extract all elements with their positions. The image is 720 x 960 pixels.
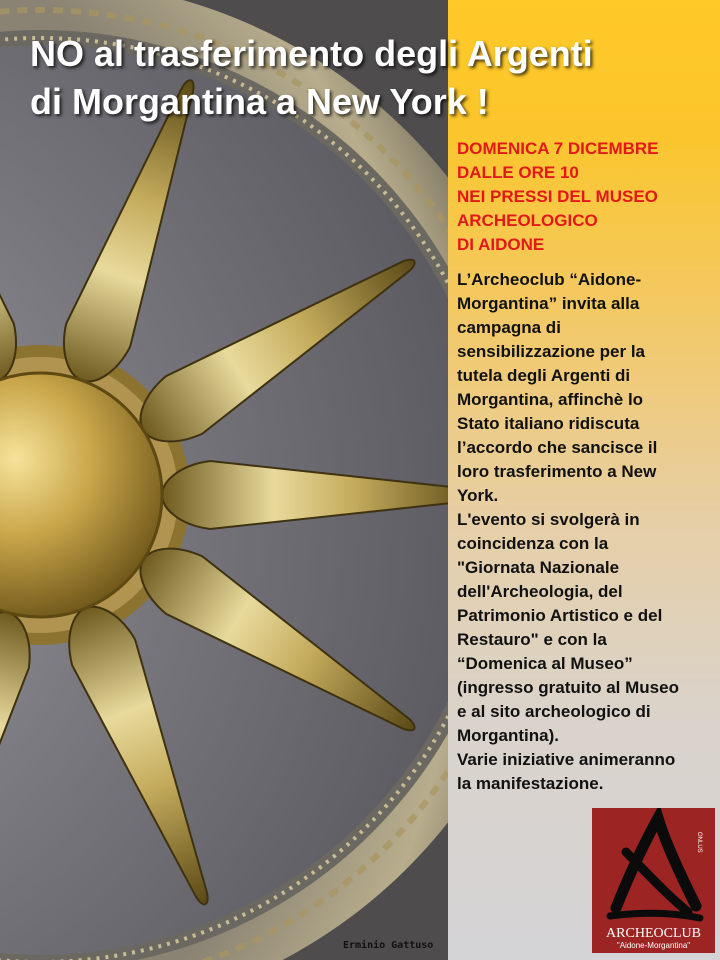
body-line: coincidenza con la — [457, 534, 609, 553]
title-line-1: NO al trasferimento degli Argenti — [30, 33, 593, 74]
body-line: Morgantina” invita alla — [457, 294, 640, 313]
event-line: ARCHEOLOGICO — [457, 211, 598, 230]
body-line: York. — [457, 486, 499, 505]
logo-onlus: ONLUS — [696, 832, 702, 853]
body-line: Varie iniziative animeranno — [457, 750, 676, 769]
body-line: tutela degli Argenti di — [457, 366, 631, 385]
event-details — [457, 137, 717, 257]
body-text — [457, 268, 719, 796]
body-line: l’accordo che sancisce il — [457, 438, 658, 457]
logo-name: ARCHEOCLUB — [606, 926, 701, 941]
body-line: L’Archeoclub “Aidone- — [457, 270, 642, 289]
body-line: loro trasferimento a New — [457, 462, 657, 481]
body-line: “Domenica al Museo” — [457, 654, 633, 673]
title-line-2: di Morgantina a New York ! — [30, 81, 489, 122]
body-line: campagna di — [457, 318, 561, 337]
event-line: DALLE ORE 10 — [457, 163, 579, 182]
poster-title — [30, 30, 710, 126]
body-line: Morgantina, affinchè lo — [457, 390, 644, 409]
body-line: "Giornata Nazionale — [457, 558, 620, 577]
event-line: DOMENICA 7 DICEMBRE — [457, 139, 659, 158]
body-line: (ingresso gratuito al Museo — [457, 678, 679, 697]
archeoclub-logo — [592, 808, 715, 953]
event-line: DI AIDONE — [457, 235, 545, 254]
body-line: Restauro" e con la — [457, 630, 607, 649]
body-line: e al sito archeologico di — [457, 702, 651, 721]
photo-credit: Erminio Gattuso — [343, 940, 434, 951]
body-line: L'evento si svolgerà in — [457, 510, 640, 529]
body-line: la manifestazione. — [457, 774, 604, 793]
event-line: NEI PRESSI DEL MUSEO — [457, 187, 658, 206]
body-line: sensibilizzazione per la — [457, 342, 646, 361]
archeoclub-mark-icon — [592, 808, 715, 926]
body-line: dell'Archeologia, del — [457, 582, 623, 601]
logo-subtitle: "Aidone-Morgantina" — [616, 941, 691, 950]
body-line: Patrimonio Artistico e del — [457, 606, 663, 625]
body-line: Stato italiano ridiscuta — [457, 414, 640, 433]
body-line: Morgantina). — [457, 726, 559, 745]
